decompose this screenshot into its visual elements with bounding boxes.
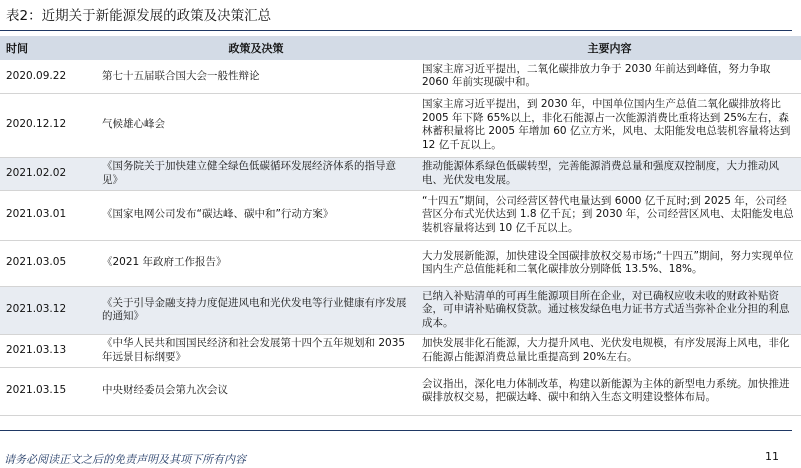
row-content: 大力发展新能源，加快建设全国碳排放权交易市场;“十四五”期间，努力实现单位国内生产总值能耗和二氧化碳排放分别降低 13.5%、18%。: [416, 240, 801, 286]
table-row: [0, 367, 801, 415]
row-date: 2020.09.22: [0, 60, 96, 93]
header-date: 时间: [0, 36, 96, 60]
table-header-row: [0, 36, 801, 60]
row-date: 2021.03.15: [0, 367, 96, 415]
footer-disclaimer: 请务必阅读正文之后的免责声明及其项下所有内容: [4, 453, 246, 466]
table-row: [0, 60, 801, 93]
row-content: “十四五”期间，公司经营区替代电量达到 6000 亿千瓦时;到 2025 年，公司经营区分布式光伏达到 1.8 亿千瓦；到 2030 年，公司经营区风电、太阳能发电总装机容量将达到 10 亿千瓦以上。: [416, 190, 801, 240]
page-number: 11: [765, 450, 779, 463]
row-content: 推动能源体系绿色低碳转型，完善能源消费总量和强度双控制度，大力推动风电、光伏发电发展。: [416, 157, 801, 190]
row-content: 加快发展非化石能源，大力提升风电、光伏发电规模，有序发展海上风电，非化石能源占能源消费总量比重提高到 20%左右。: [416, 334, 801, 367]
row-policy: 《2021 年政府工作报告》: [96, 240, 416, 286]
header-content: 主要内容: [416, 36, 801, 60]
top-rule: [0, 30, 792, 31]
row-content: 已纳入补贴清单的可再生能源项目所在企业，对已确权应收未收的财政补贴资金，可申请补贴确权贷款。通过核发绿色电力证书方式适当弥补企业分担的利息成本。: [416, 286, 801, 334]
table-row: [0, 190, 801, 240]
row-date: 2021.03.13: [0, 334, 96, 367]
header-policy: 政策及决策: [96, 36, 416, 60]
row-policy: 第七十五届联合国大会一般性辩论: [96, 60, 416, 93]
table-title: 表2：近期关于新能源发展的政策及决策汇总: [6, 8, 272, 24]
row-policy: 《国家电网公司发布“碳达峰、碳中和”行动方案》: [96, 190, 416, 240]
row-content: 会议指出，深化电力体制改革，构建以新能源为主体的新型电力系统。加快推进碳排放权交易，把碳达峰、碳中和纳入生态文明建设整体布局。: [416, 367, 801, 415]
table-row: [0, 334, 801, 367]
policy-table: [0, 36, 801, 416]
row-date: 2020.12.12: [0, 93, 96, 157]
row-date: 2021.03.05: [0, 240, 96, 286]
table-row: [0, 93, 801, 157]
row-policy: 《中华人民共和国国民经济和社会发展第十四个五年规划和 2035 年远景目标纲要》: [96, 334, 416, 367]
row-policy: 《关于引导金融支持力度促进风电和光伏发电等行业健康有序发展的通知》: [96, 286, 416, 334]
row-policy: 气候雄心峰会: [96, 93, 416, 157]
row-content: 国家主席习近平提出，二氧化碳排放力争于 2030 年前达到峰值，努力争取 2060 年前实现碳中和。: [416, 60, 801, 93]
row-policy: 中央财经委员会第九次会议: [96, 367, 416, 415]
bottom-rule: [0, 430, 792, 431]
row-content: 国家主席习近平提出，到 2030 年，中国单位国内生产总值二氧化碳排放将比 2005 年下降 65%以上，非化石能源占一次能源消费比重将达到 25%左右，森林蓄积量将比 2005 年增加 60 亿立方米，风电、太阳能发电总装机容量将达到 12 亿千瓦以上。: [416, 93, 801, 157]
row-date: 2021.03.12: [0, 286, 96, 334]
row-policy: 《国务院关于加快建立健全绿色低碳循环发展经济体系的指导意见》: [96, 157, 416, 190]
table-row: [0, 157, 801, 190]
row-date: 2021.02.02: [0, 157, 96, 190]
table-row: [0, 240, 801, 286]
row-date: 2021.03.01: [0, 190, 96, 240]
table-row: [0, 286, 801, 334]
